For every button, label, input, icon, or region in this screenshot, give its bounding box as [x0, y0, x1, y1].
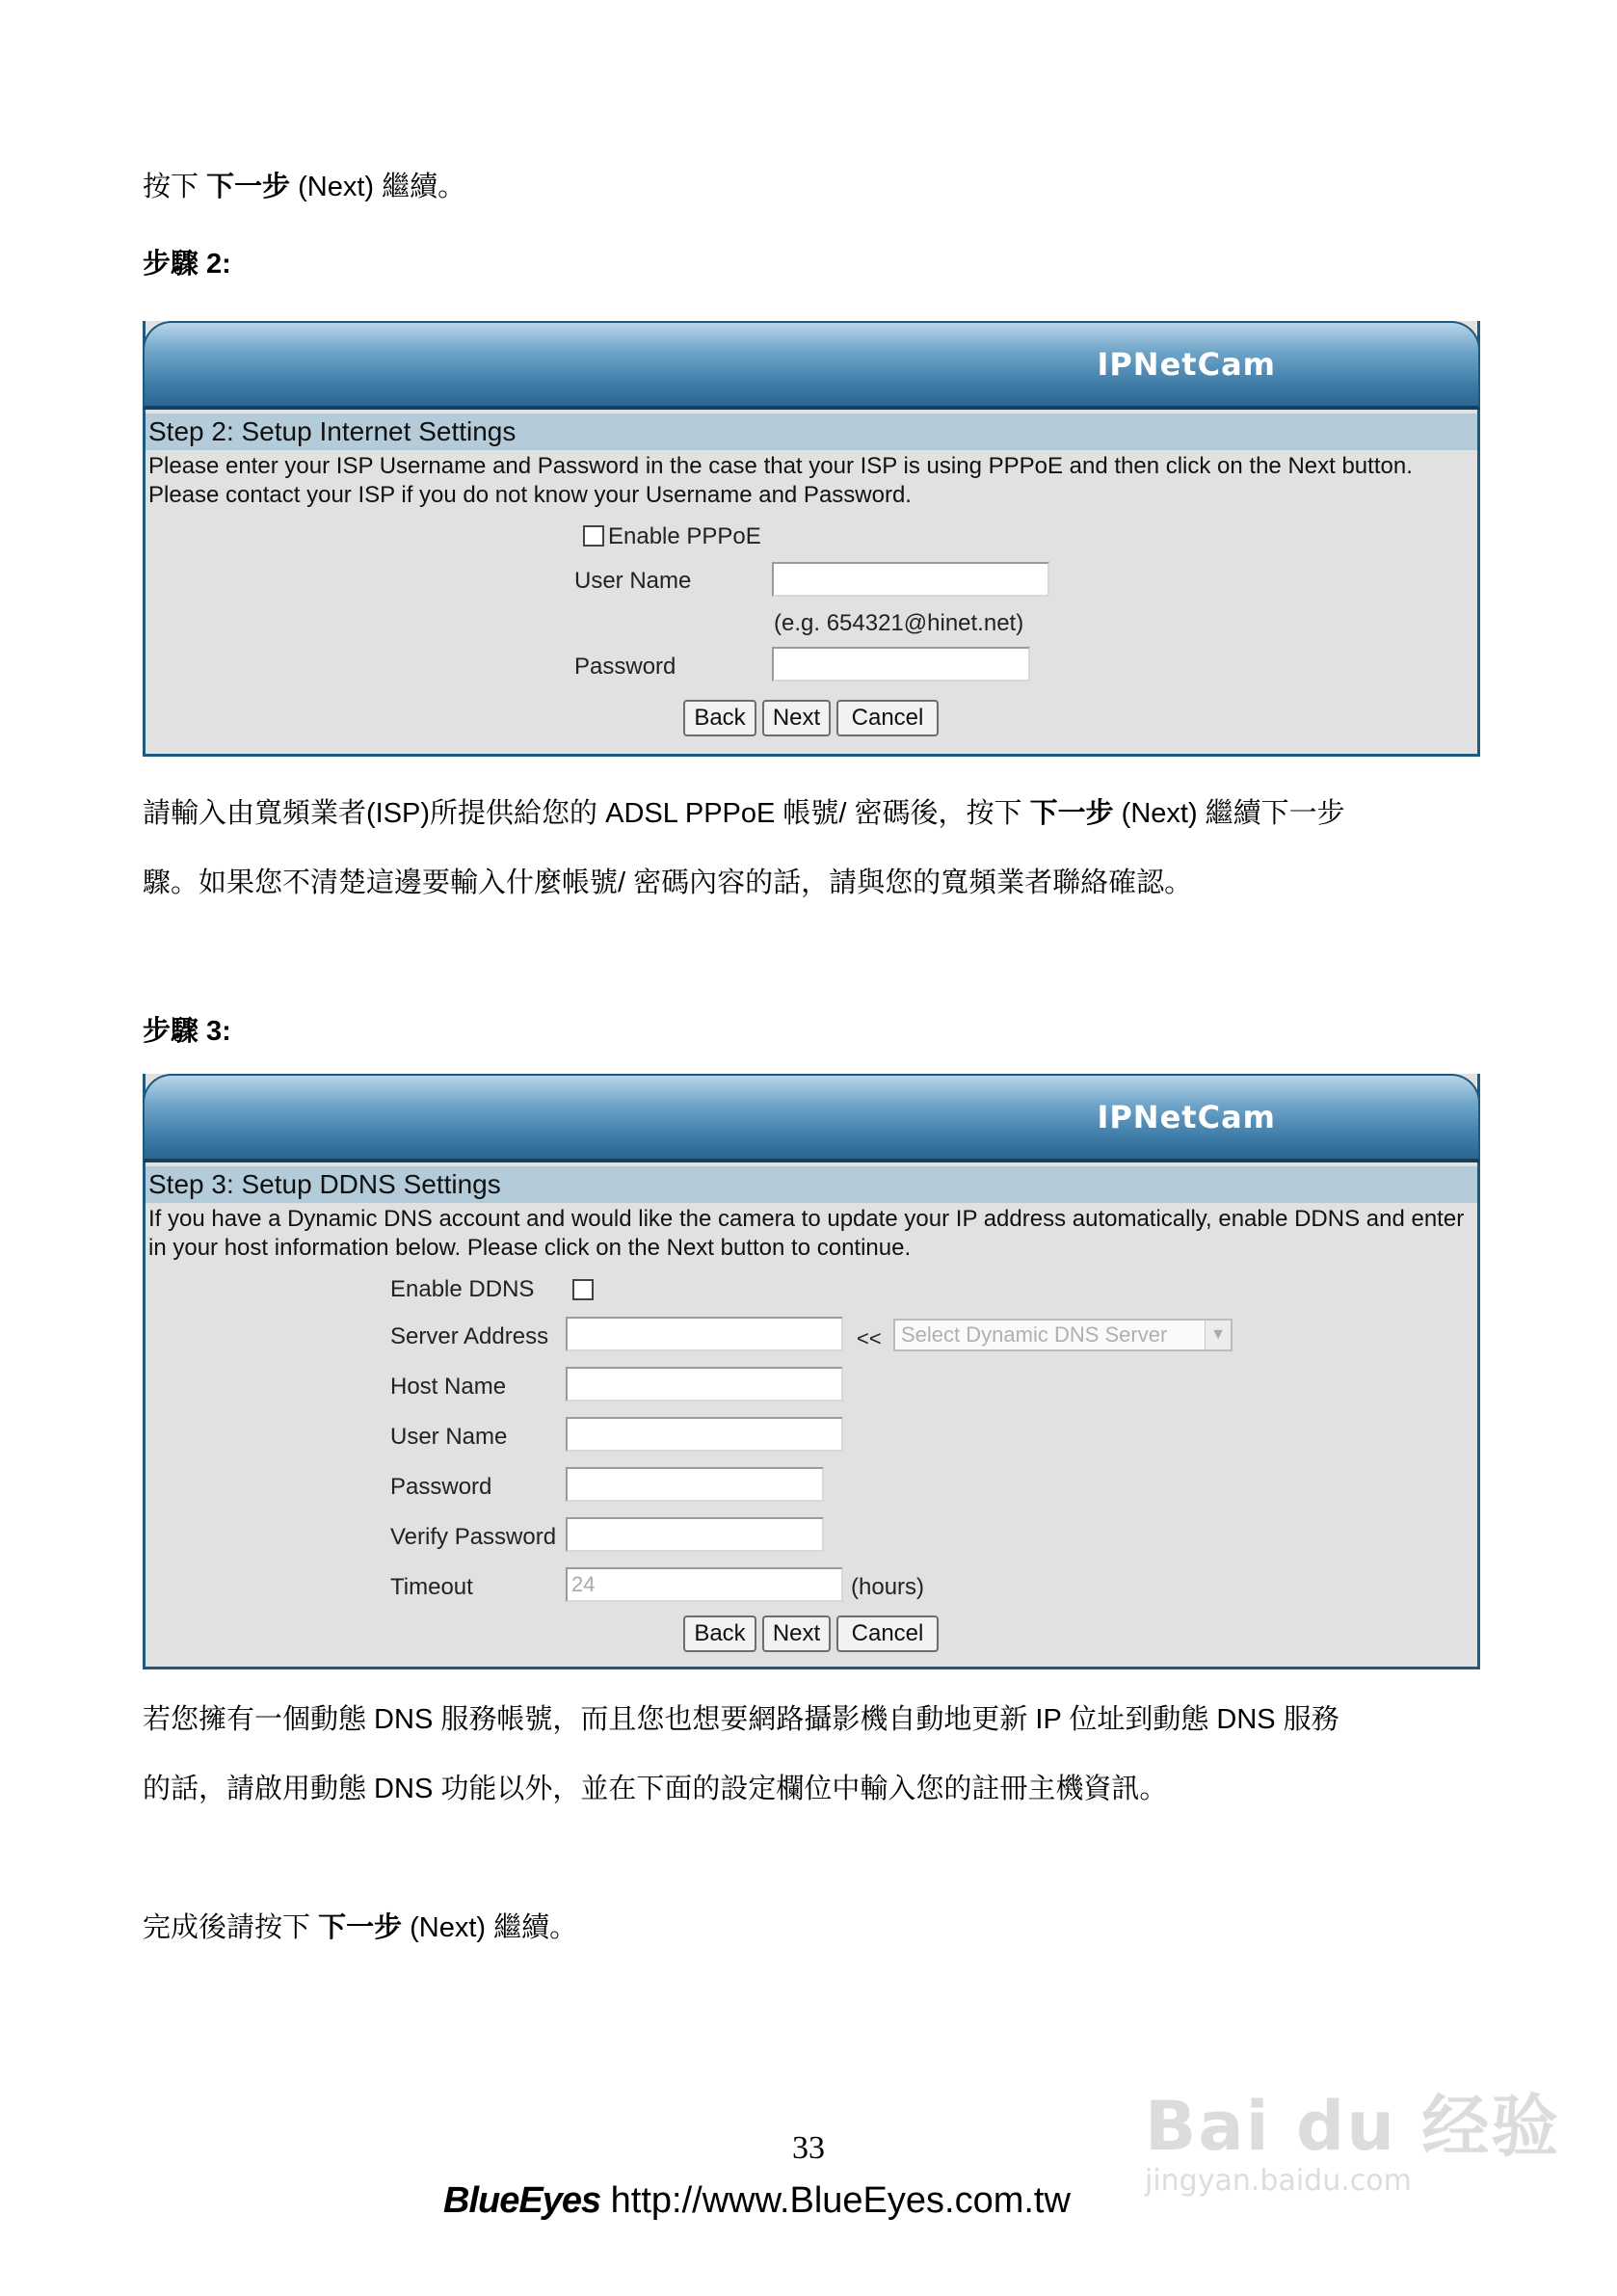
pppoe-password-input[interactable]: [772, 647, 1030, 681]
host-name-label: Host Name: [390, 1374, 507, 1400]
finish-emph: 下一步: [318, 1912, 403, 1943]
page-number: 33: [792, 2130, 825, 2166]
step3-note-line1: 若您擁有一個動態 DNS 服務帳號，而且您也想要網路攝影機自動地更新 IP 位址到動態 DNS 服務: [143, 1704, 1339, 1735]
step3-brand: IPNetCam: [1097, 1099, 1276, 1135]
step2-title: Step 2: Setup Internet Settings: [146, 414, 1477, 450]
ddns-password-label: Password: [390, 1474, 492, 1500]
server-address-input[interactable]: [566, 1317, 843, 1351]
intro-prefix: 按下: [143, 172, 207, 202]
timeout-input[interactable]: 24: [566, 1567, 843, 1602]
watermark-sub: jingyan.baidu.com: [1145, 2164, 1412, 2198]
enable-ddns-checkbox[interactable]: [572, 1279, 594, 1300]
ddns-server-select[interactable]: [893, 1319, 1233, 1351]
pppoe-username-input[interactable]: [772, 562, 1049, 597]
host-name-input[interactable]: [566, 1367, 843, 1402]
intro-suffix: (Next) 繼續。: [290, 172, 466, 202]
enable-pppoe-label: Enable PPPoE: [608, 523, 761, 549]
step2-note-line2: 驟。如果您不清楚這邊要輸入什麼帳號/ 密碼內容的話，請與您的寬頻業者聯絡確認。: [143, 868, 1193, 898]
step3-cancel-button[interactable]: Cancel: [836, 1615, 939, 1652]
finish-text: [143, 1910, 577, 1945]
step3-back-button[interactable]: Back: [683, 1615, 756, 1652]
step3-note-line2: 的話，請啟用動態 DNS 功能以外，並在下面的設定欄位中輸入您的註冊主機資訊。: [143, 1774, 1168, 1804]
enable-ddns-label: Enable DDNS: [390, 1276, 535, 1302]
pppoe-username-hint: (e.g. 654321@hinet.net): [774, 610, 1024, 636]
step2-panel: [143, 321, 1480, 757]
step3-panel-header: [143, 1074, 1480, 1162]
step2-heading: 步驟 2:: [143, 249, 231, 280]
intro-text: [143, 170, 465, 204]
step2-note-suffix: (Next) 繼續下一步: [1113, 798, 1345, 829]
ddns-password-input[interactable]: [566, 1467, 824, 1502]
pppoe-password-label: Password: [574, 654, 676, 680]
server-address-label: Server Address: [390, 1323, 549, 1349]
step2-description: Please enter your ISP Username and Password in the case that your ISP is using PPPoE and then click on the Next button. Please contact your ISP if you do not know your Username and Password.: [148, 453, 1413, 508]
verify-password-label: Verify Password: [390, 1524, 557, 1550]
watermark-main: Bai du 经验: [1145, 2087, 1561, 2166]
step2-cancel-button[interactable]: Cancel: [836, 700, 939, 736]
step3-next-button[interactable]: Next: [762, 1615, 831, 1652]
chevron-down-icon: ▼: [1205, 1321, 1231, 1349]
step2-note-line1: [143, 796, 1345, 831]
step3-panel: [143, 1074, 1480, 1669]
timeout-unit: (hours): [851, 1574, 925, 1600]
step2-note-prefix: 請輸入由寬頻業者(ISP)所提供給您的 ADSL PPPoE 帳號/ 密碼後，按下: [143, 798, 1030, 829]
blueeyes-logo: BlueEyes: [443, 2180, 601, 2221]
footer-url[interactable]: http://www.BlueEyes.com.tw: [600, 2180, 1071, 2221]
pppoe-username-label: User Name: [574, 568, 692, 594]
timeout-label: Timeout: [390, 1574, 473, 1600]
step2-back-button[interactable]: Back: [683, 700, 756, 736]
ddns-server-select-value: Select Dynamic DNS Server: [901, 1322, 1168, 1347]
step3-description: If you have a Dynamic DNS account and would like the camera to update your IP address automatically, enable DDNS and enter in your host information below. Please click on the Next button to continue.: [148, 1206, 1465, 1261]
enable-pppoe-checkbox[interactable]: [583, 525, 604, 547]
finish-prefix: 完成後請按下: [143, 1912, 319, 1943]
step3-heading: 步驟 3:: [143, 1016, 231, 1047]
baidu-watermark: [1145, 2072, 1560, 2198]
server-select-arrow: <<: [857, 1326, 882, 1350]
ddns-username-input[interactable]: [566, 1417, 843, 1452]
intro-emph: 下一步: [206, 172, 291, 202]
step2-brand: IPNetCam: [1097, 346, 1276, 383]
step2-note-emph: 下一步: [1029, 798, 1114, 829]
ddns-username-label: User Name: [390, 1424, 508, 1450]
step2-panel-header: [143, 321, 1480, 410]
step2-next-button[interactable]: Next: [762, 700, 831, 736]
step3-title: Step 3: Setup DDNS Settings: [146, 1166, 1477, 1203]
footer: [443, 2180, 1071, 2222]
verify-password-input[interactable]: [566, 1517, 824, 1552]
finish-suffix: (Next) 繼續。: [402, 1912, 578, 1943]
